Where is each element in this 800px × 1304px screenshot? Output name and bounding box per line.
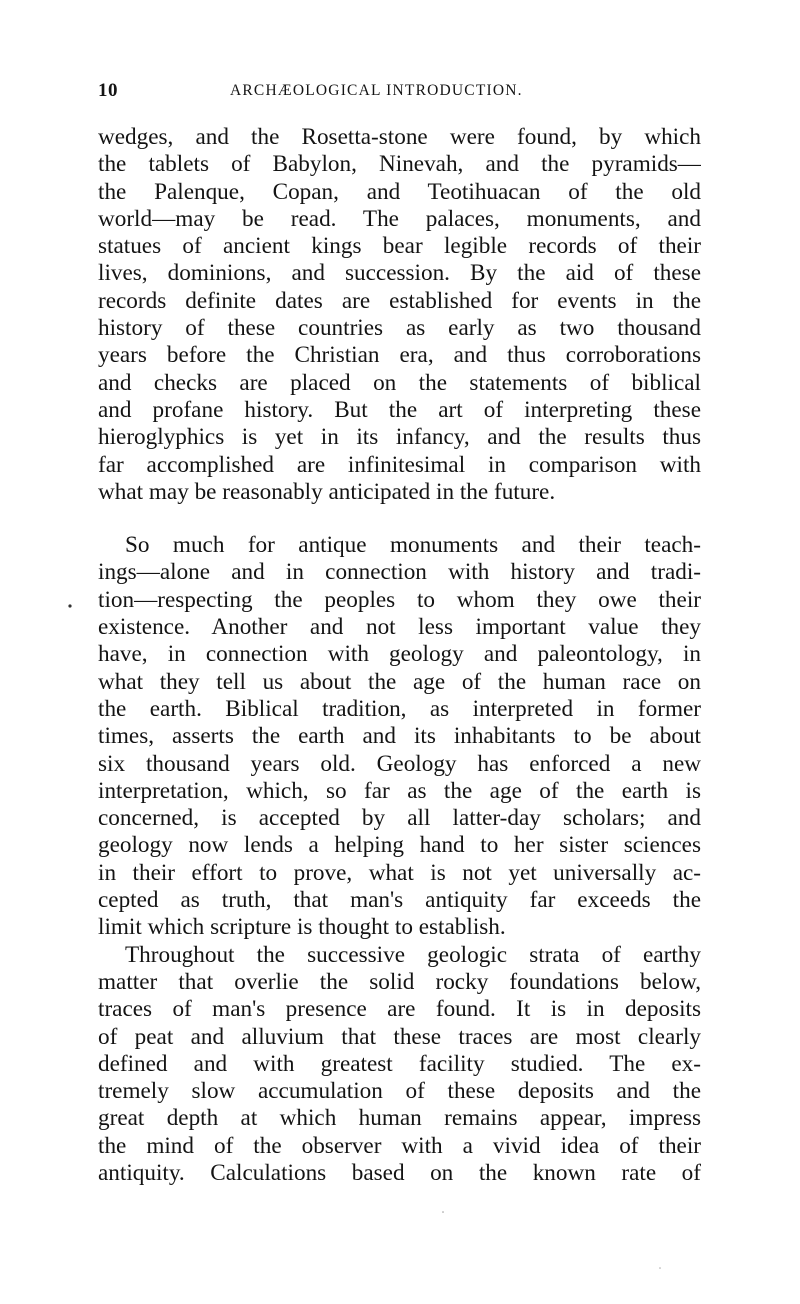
text-line: history of these countries as early as two thousand <box>98 315 701 342</box>
text-line: cepted as truth, that man's antiquity far exceeds the <box>98 887 701 914</box>
paragraph-3 <box>98 942 701 1188</box>
text-line: times, asserts the earth and its inhabitants to be about <box>98 723 701 750</box>
text-line: far accomplished are infinitesimal in comparison with <box>98 451 701 478</box>
text-line: years before the Christian era, and thus corroborations <box>98 342 701 369</box>
text-line: have, in connection with geology and paleontology, in <box>98 641 701 668</box>
running-head <box>98 80 698 108</box>
text-line: of peat and alluvium that these traces are most clearly <box>98 1023 701 1050</box>
text-line: antiquity. Calculations based on the known rate of <box>98 1159 701 1186</box>
text-line: tion—respecting the peoples to whom they owe their <box>98 586 701 613</box>
text-line: great depth at which human remains appear, impress <box>98 1105 701 1132</box>
text-line: Throughout the successive geologic strata of earthy <box>125 941 701 968</box>
text-line: and checks are placed on the statements of biblical <box>98 369 701 396</box>
paragraph-1 <box>98 124 701 506</box>
text-line: geology now lends a helping hand to her sister sciences <box>98 832 701 859</box>
text-line: and profane history. But the art of interpreting these <box>98 396 701 423</box>
text-line: world—may be read. The palaces, monuments, and <box>98 205 701 232</box>
ink-speck <box>442 1211 444 1213</box>
ink-speck <box>68 604 71 607</box>
text-line: matter that overlie the solid rocky foundations below, <box>98 968 701 995</box>
text-line: records definite dates are established for events in the <box>98 287 701 314</box>
text-line: interpretation, which, so far as the age of the earth is <box>98 777 701 804</box>
text-line: the tablets of Babylon, Ninevah, and the pyramids— <box>98 151 701 178</box>
text-line: ings—alone and in connection with history and tradi- <box>98 559 701 586</box>
text-line: limit which scripture is thought to establish. <box>98 914 506 941</box>
body-text <box>98 124 701 1187</box>
text-line: lives, dominions, and succession. By the aid of these <box>98 260 701 287</box>
paragraph-2 <box>98 532 701 941</box>
running-title: ARCHÆOLOGICAL INTRODUCTION. <box>230 82 523 99</box>
text-line: what they tell us about the age of the human race on <box>98 668 701 695</box>
text-line: So much for antique monuments and their teach- <box>125 532 701 559</box>
text-line: in their effort to prove, what is not yet universally ac- <box>98 859 701 886</box>
ink-speck <box>659 1267 661 1269</box>
text-line: defined and with greatest facility studied. The ex- <box>98 1050 701 1077</box>
text-line: the earth. Biblical tradition, as interpreted in former <box>98 695 701 722</box>
text-line: the Palenque, Copan, and Teotihuacan of the old <box>98 178 701 205</box>
paragraph-gap <box>98 506 701 532</box>
text-line: concerned, is accepted by all latter-day scholars; and <box>98 805 701 832</box>
text-line: wedges, and the Rosetta-stone were found, by which <box>98 124 701 150</box>
text-line: statues of ancient kings bear legible records of their <box>98 233 701 260</box>
text-line: existence. Another and not less important value they <box>98 614 701 641</box>
text-line: six thousand years old. Geology has enforced a new <box>98 750 701 777</box>
text-line: hieroglyphics is yet in its infancy, and the results thus <box>98 424 701 451</box>
text-line: traces of man's presence are found. It is in deposits <box>98 996 701 1023</box>
text-line: tremely slow accumulation of these deposits and the <box>98 1078 701 1105</box>
page-number: 10 <box>98 80 118 101</box>
text-line: the mind of the observer with a vivid idea of their <box>98 1132 701 1159</box>
text-line: what may be reasonably anticipated in the future. <box>98 478 556 505</box>
